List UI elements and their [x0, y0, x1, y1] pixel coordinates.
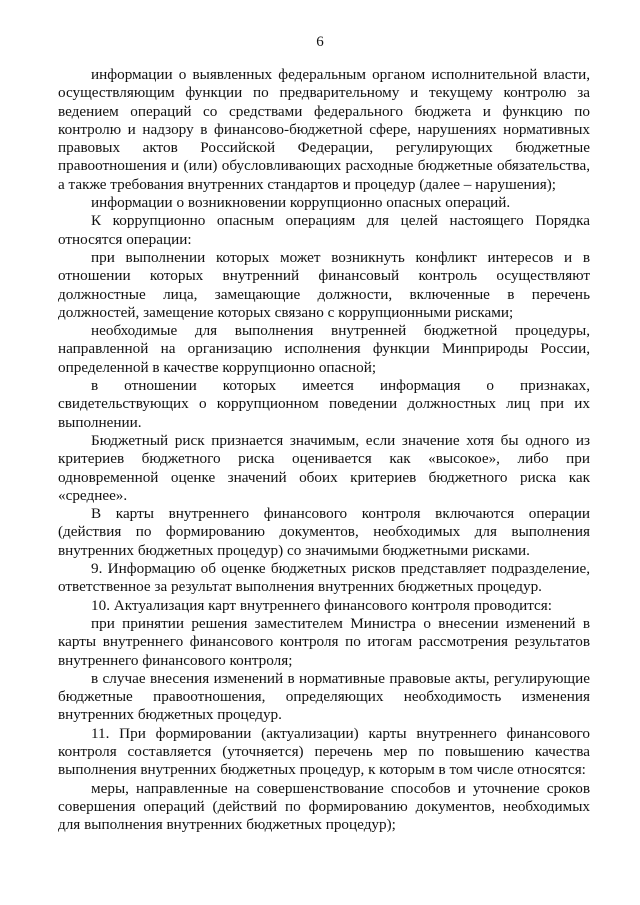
- paragraph: в случае внесения изменений в нормативные правовые акты, регулирующие бюджетные правоотношения, определяющих необходимость изменения внутренних бюджетных процедур.: [58, 669, 590, 724]
- paragraph: при выполнении которых может возникнуть конфликт интересов и в отношении которых внутренний финансовый контроль осуществляют должностные лица, замещающие должности, включенные в перечень должностей, замещение которых связано с коррупционными рисками;: [58, 248, 590, 321]
- paragraph: 11. При формировании (актуализации) карты внутреннего финансового контроля составляется (уточняется) перечень мер по повышению качества выполнения внутренних бюджетных процедур, к которым в том числе относятся:: [58, 724, 590, 779]
- paragraph: К коррупционно опасным операциям для целей настоящего Порядка относятся операции:: [58, 212, 590, 248]
- paragraph: информации о выявленных федеральным органом исполнительной власти, осуществляющим функции по предварительному и текущему контролю за ведением операций со средствами федерального бюджета и функцию по контролю и надзору в финансово-бюджетной сфере, нарушениях нормативных правовых актов Российской Федерации, регулирующих бюджетные правоотношения и (или) обусловливающих расходные бюджетные обязательства, а также требования внутренних стандартов и процедур (далее – нарушения);: [58, 66, 590, 193]
- paragraph: в отношении которых имеется информация о признаках, свидетельствующих о коррупционном поведении должностных лиц при их выполнении.: [58, 377, 590, 431]
- paragraph: 9. Информацию об оценке бюджетных рисков представляет подразделение, ответственное за результат выполнения внутренних бюджетных процедур.: [58, 560, 590, 596]
- paragraph: В карты внутреннего финансового контроля включаются операции (действия по формированию документов, необходимых для выполнения внутренних бюджетных процедур) со значимыми бюджетными рисками.: [58, 505, 590, 559]
- paragraph: информации о возникновении коррупционно опасных операций.: [91, 194, 511, 212]
- paragraph: Бюджетный риск признается значимым, если значение хотя бы одного из критериев бюджетного риска оценивается как «высокое», либо при одновременной оценке значений обоих критериев бюджетного риска как «среднее».: [58, 431, 590, 504]
- document-body: [58, 66, 590, 834]
- paragraph: необходимые для выполнения внутренней бюджетной процедуры, направленной на организацию исполнения функции Минприроды России, определенной в качестве коррупционно опасной;: [58, 322, 590, 376]
- page-number: 6: [316, 34, 324, 50]
- paragraph: при принятии решения заместителем Министра о внесении изменений в карты внутреннего финансового контроля по итогам рассмотрения результатов внутреннего финансового контроля;: [58, 614, 590, 669]
- paragraph: меры, направленные на совершенствование способов и уточнение сроков совершения операций (действий по формированию документов, необходимых для выполнения внутренних бюджетных процедур);: [58, 779, 590, 834]
- paragraph: 10. Актуализация карт внутреннего финансового контроля проводится:: [91, 596, 552, 614]
